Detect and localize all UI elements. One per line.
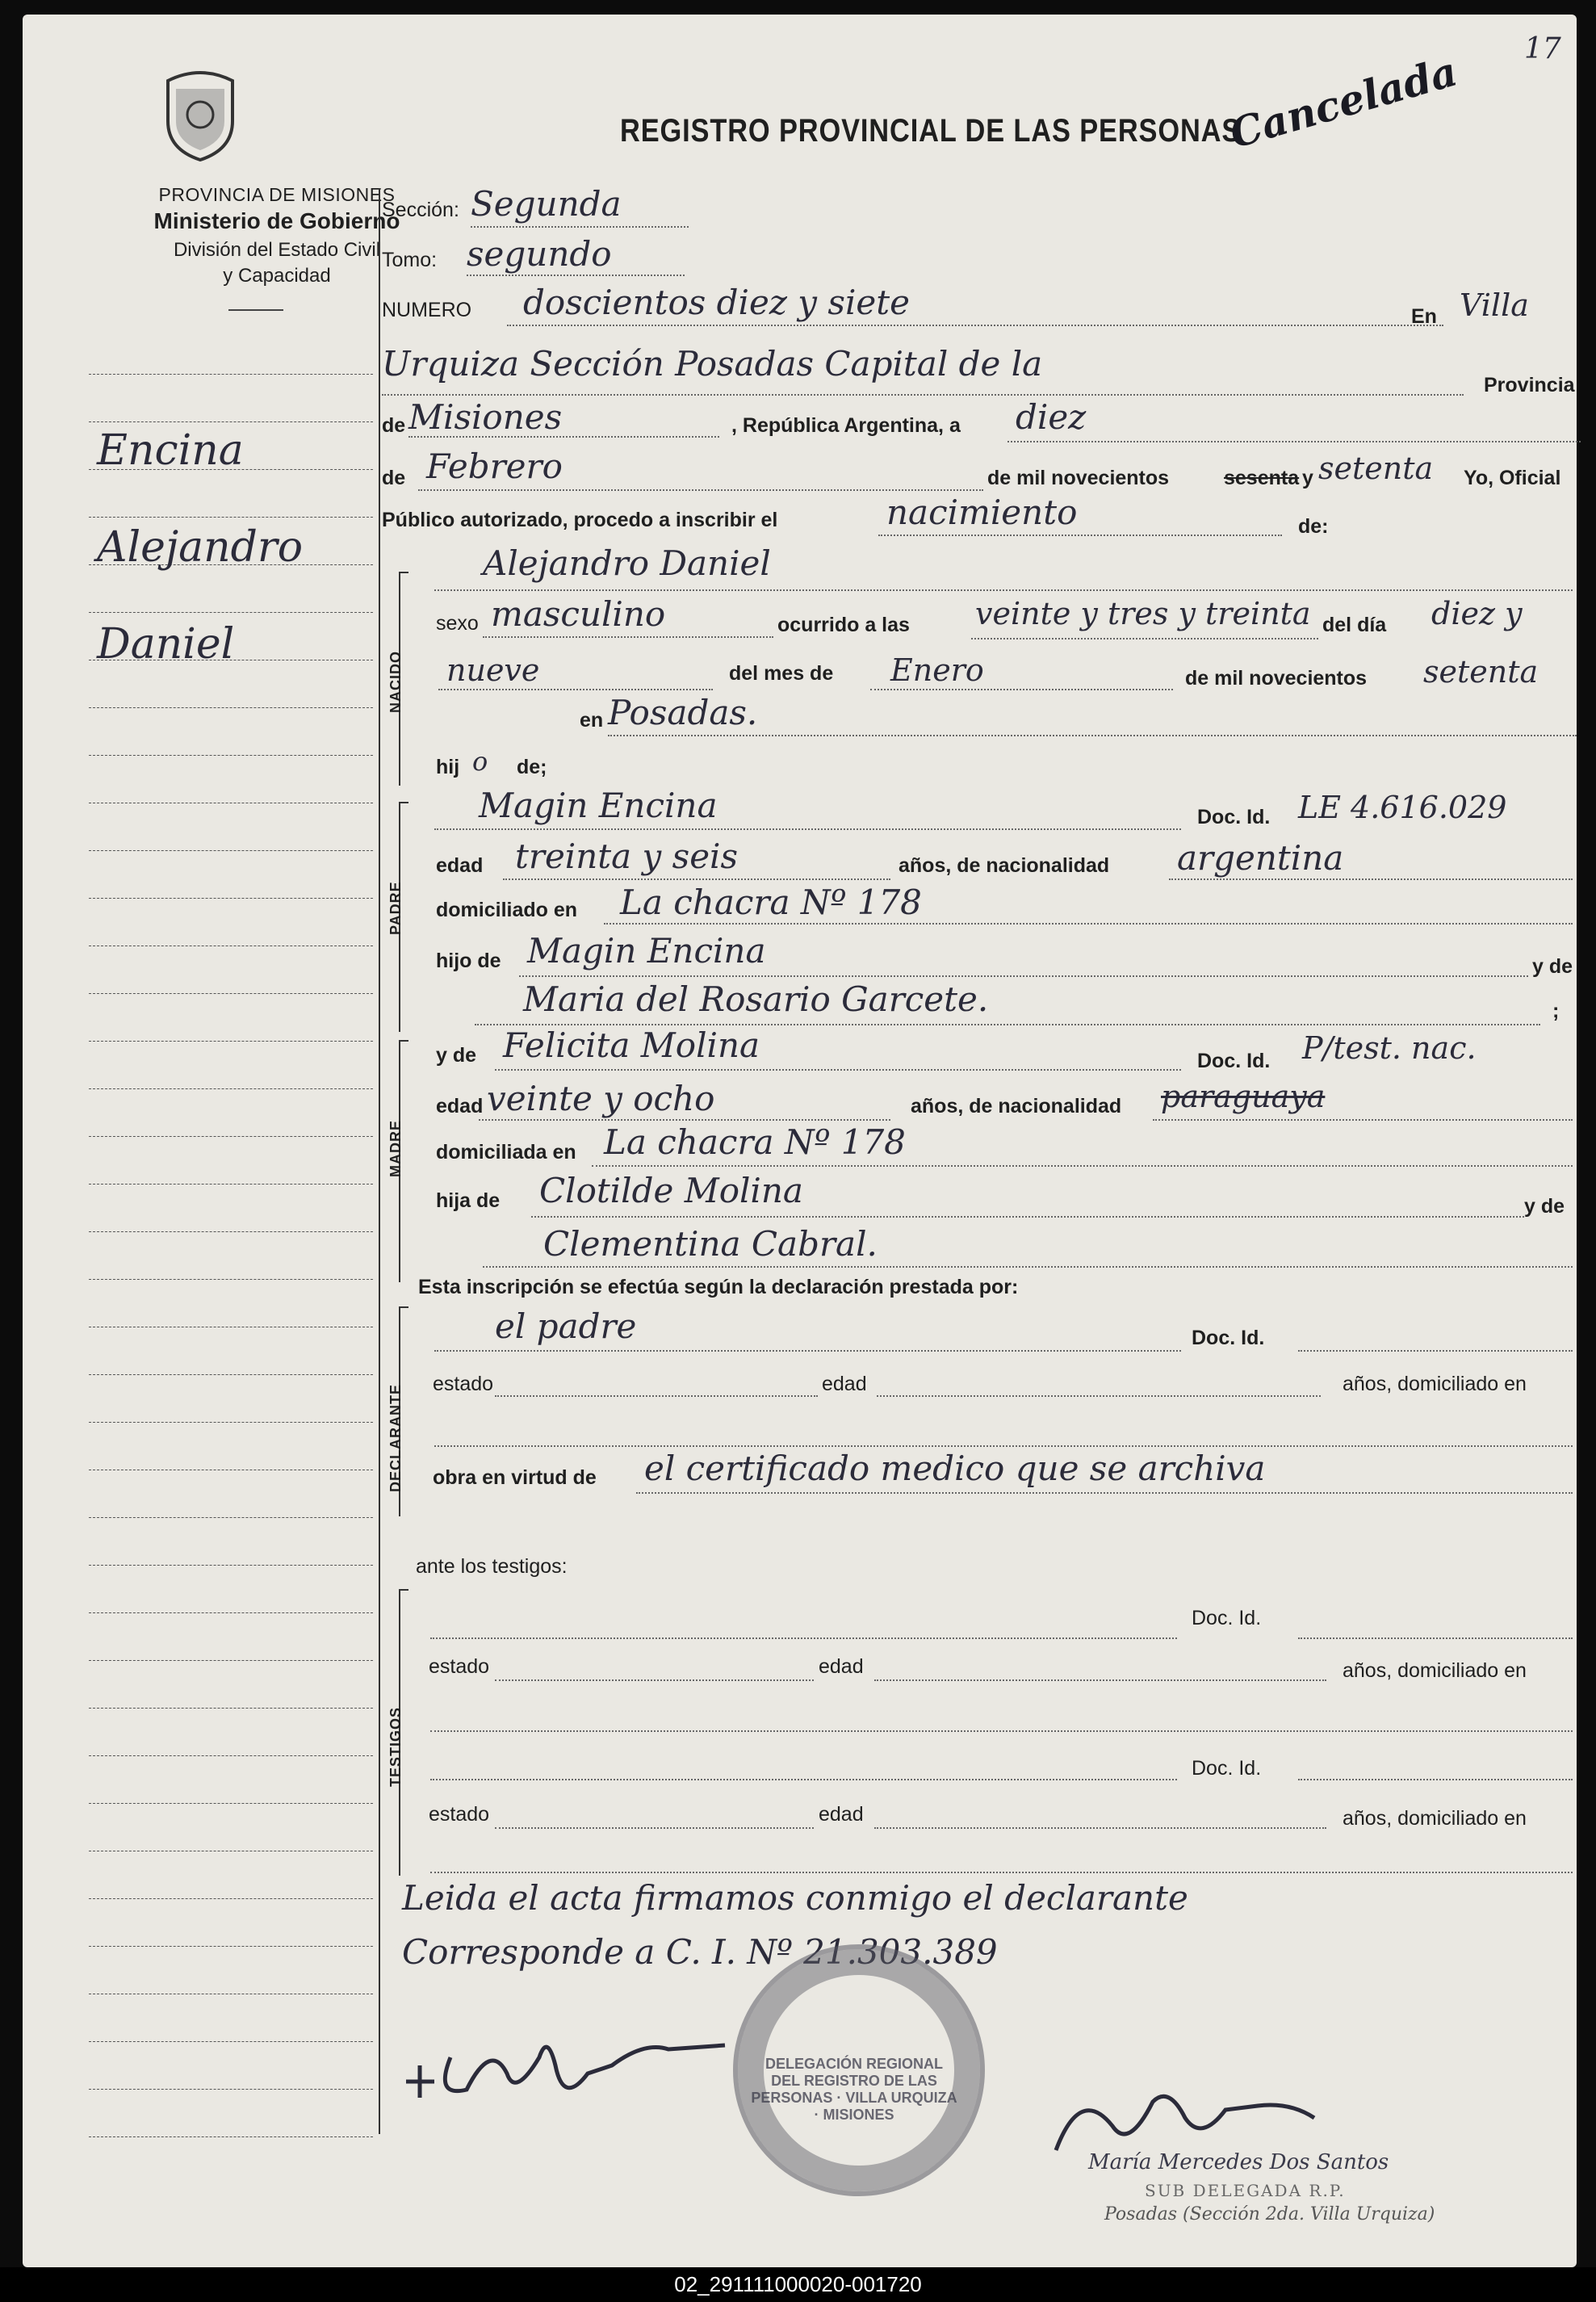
margin-rule	[89, 1898, 373, 1899]
dotted-line	[430, 1779, 1177, 1780]
dotted-line	[870, 689, 1173, 690]
dotted-line	[479, 1119, 890, 1121]
side-label-madre: MADRE	[387, 1120, 404, 1177]
value-lugar-nac: Posadas.	[608, 693, 758, 732]
margin-rule	[89, 1946, 373, 1947]
dotted-line	[608, 735, 1577, 736]
dotted-line	[483, 636, 773, 638]
value-madre-hija-de-2: Clementina Cabral.	[543, 1224, 878, 1264]
value-en: Villa	[1460, 287, 1529, 323]
margin-rule	[89, 850, 373, 851]
dotted-line	[408, 436, 719, 438]
note-line-1: Leida el acta firmamos conmigo el declarante	[402, 1878, 1188, 1918]
value-padre-doc: LE 4.616.029	[1298, 790, 1507, 825]
label-ante: ante los testigos:	[416, 1555, 568, 1578]
margin-rule	[89, 1565, 373, 1566]
label-hijo: hij	[436, 756, 460, 778]
dotted-line	[592, 1165, 1573, 1167]
margin-rule	[89, 1517, 373, 1518]
label-decl-estado: estado	[433, 1373, 494, 1395]
value-anio-nac: setenta	[1423, 654, 1539, 690]
dotted-line	[878, 535, 1282, 536]
declarant-signature-icon	[402, 2009, 773, 2122]
dotted-line	[418, 489, 983, 491]
label-del-mes: del mes de	[729, 662, 834, 685]
dotted-line	[495, 1069, 1181, 1071]
page-number: 17	[1524, 32, 1561, 65]
dotted-line	[874, 1679, 1326, 1681]
label-madre-edad: edad	[436, 1095, 484, 1117]
margin-rule	[89, 1231, 373, 1232]
label-sexo: sexo	[436, 612, 479, 635]
dotted-line	[1153, 1119, 1573, 1121]
label-test2-edad: edad	[819, 1803, 864, 1826]
section-tick	[399, 1040, 408, 1042]
value-anio: setenta	[1318, 451, 1434, 486]
margin-name-2: Daniel	[97, 620, 235, 669]
label-test2-anos: años, domiciliado en	[1343, 1807, 1527, 1830]
side-label-declarante: DECLARANTE	[387, 1384, 404, 1492]
label-milnov: de mil novecientos	[987, 467, 1170, 489]
margin-rule	[89, 2041, 373, 2042]
section-tick	[399, 572, 408, 573]
value-padre-edad: treinta y seis	[515, 837, 739, 876]
label-padre-dom: domiciliado en	[436, 899, 578, 921]
value-hora: veinte y tres y treinta	[975, 596, 1311, 631]
dotted-line	[1298, 1350, 1573, 1352]
ministry-name: Ministerio de Gobierno	[153, 208, 400, 233]
value-mes: Febrero	[426, 447, 563, 486]
value-acto: nacimiento	[886, 493, 1078, 532]
value-madre-nombre: Felicita Molina	[503, 1025, 760, 1065]
label-del-dia: del día	[1322, 614, 1387, 636]
stamp-text: DELEGACIÓN REGIONAL DEL REGISTRO DE LAS PERSONAS · VILLA URQUIZA · MISIONES	[751, 2056, 957, 2123]
dotted-line	[467, 275, 685, 276]
label-test1-doc: Doc. Id.	[1192, 1607, 1262, 1629]
margin-rule	[89, 1136, 373, 1137]
label-madre-doc: Doc. Id.	[1197, 1050, 1271, 1072]
label-obra: obra en virtud de	[433, 1466, 597, 1489]
dotted-line	[471, 226, 689, 228]
value-padre-hijo-de-1: Magin Encina	[527, 931, 766, 971]
value-mes-nac: Enero	[890, 652, 984, 688]
label-y: y	[1302, 467, 1313, 489]
dotted-line	[519, 975, 1528, 977]
margin-rule	[89, 374, 373, 375]
margin-rule	[89, 898, 373, 899]
label-de: de	[382, 414, 406, 437]
margin-rule	[89, 2089, 373, 2090]
dotted-line	[434, 1350, 1181, 1352]
margin-rule	[89, 1755, 373, 1756]
value-sexo: masculino	[491, 594, 666, 634]
dotted-line	[438, 689, 713, 690]
division-line-2: y Capacidad	[223, 265, 331, 287]
margin-rule	[89, 1041, 373, 1042]
value-madre-hija-de-1: Clotilde Molina	[539, 1171, 803, 1210]
margin-rule	[89, 707, 373, 708]
label-padre-nac: años, de nacionalidad	[899, 854, 1110, 877]
margin-rule	[89, 1422, 373, 1423]
dotted-line	[1298, 1637, 1573, 1639]
registry-page	[23, 15, 1577, 2267]
label-madre-nac: años, de nacionalidad	[911, 1095, 1122, 1117]
value-madre-dom: La chacra Nº 178	[604, 1122, 906, 1162]
label-padre-doc: Doc. Id.	[1197, 806, 1271, 828]
dotted-line	[1169, 878, 1573, 880]
section-tick	[399, 1589, 408, 1591]
value-dia-nac-1: diez y	[1431, 596, 1523, 631]
value-madre-edad: veinte y ocho	[487, 1079, 715, 1118]
dotted-line	[434, 828, 1181, 830]
divider	[228, 309, 283, 311]
value-seccion: Segunda	[471, 184, 622, 224]
margin-rule	[89, 993, 373, 994]
margin-rule	[89, 612, 373, 613]
cancel-annotation: Cancelada	[1224, 47, 1463, 158]
dotted-line	[483, 1266, 1573, 1268]
label-sesenta-struck: sesenta	[1224, 467, 1300, 489]
dotted-line	[507, 325, 1443, 326]
signature-name: María Mercedes Dos Santos	[1088, 2150, 1389, 2174]
value-dia: diez	[1016, 397, 1087, 437]
value-hijo-o: o	[472, 746, 488, 777]
label-esta-insc: Esta inscripción se efectúa según la declaración prestada por:	[418, 1276, 1019, 1298]
dotted-line	[495, 1827, 814, 1829]
side-label-testigos: TESTIGOS	[387, 1706, 404, 1787]
label-test1-anos: años, domiciliado en	[1343, 1659, 1527, 1682]
division-line-1: División del Estado Civil	[173, 239, 381, 261]
file-id-bar	[0, 2267, 1596, 2302]
dotted-line	[604, 923, 1573, 925]
dotted-line	[1298, 1779, 1573, 1780]
side-label-padre: PADRE	[387, 881, 404, 935]
value-madre-doc: P/test. nac.	[1302, 1030, 1477, 1066]
label-de2: de	[382, 467, 406, 489]
value-numero: doscientos diez y siete	[523, 283, 910, 322]
label-test2-doc: Doc. Id.	[1192, 1757, 1262, 1780]
dotted-line	[636, 1492, 1573, 1494]
margin-rule	[89, 517, 373, 518]
dotted-line	[382, 394, 1464, 396]
margin-rule	[89, 1660, 373, 1661]
label-publico: Público autorizado, procedo a inscribir el	[382, 509, 778, 531]
label-madre-hija-de: hija de	[436, 1189, 501, 1212]
label-padre-y-de: y de	[1532, 955, 1573, 978]
dotted-line	[877, 1395, 1321, 1397]
label-padre-edad: edad	[436, 854, 484, 877]
margin-rule	[89, 2136, 373, 2137]
label-de-mil-nov: de mil novecientos	[1185, 667, 1368, 690]
label-yo-oficial: Yo, Oficial	[1464, 467, 1561, 489]
value-nombre: Alejandro Daniel	[483, 543, 771, 583]
label-provincia: Provincia	[1484, 374, 1575, 396]
label-republica: , República Argentina, a	[731, 414, 961, 437]
label-en-lugar: en	[580, 709, 604, 732]
dotted-line	[430, 1730, 1573, 1732]
margin-rule	[89, 1803, 373, 1804]
label-padre-semicolon: ;	[1552, 1000, 1560, 1022]
margin-rule	[89, 1184, 373, 1185]
label-madre-dom: domiciliada en	[436, 1141, 576, 1164]
value-padre-dom: La chacra Nº 178	[620, 883, 922, 922]
signature-role: SUB DELEGADA R.P.	[1145, 2181, 1346, 2200]
label-test2-estado: estado	[429, 1803, 490, 1826]
margin-rule	[89, 1279, 373, 1280]
note-line-2: Corresponde a C. I. Nº 21.303.389	[402, 1932, 998, 1972]
margin-name-1: Alejandro	[97, 523, 304, 572]
value-lugar: Urquiza Sección Posadas Capital de la	[382, 344, 1043, 384]
label-de-semicolon: de;	[517, 756, 547, 778]
label-test1-estado: estado	[429, 1655, 490, 1678]
value-padre-nac: argentina	[1177, 838, 1344, 878]
value-obra: el certificado medico que se archiva	[644, 1449, 1266, 1488]
label-de-colon: de:	[1298, 515, 1329, 538]
dotted-line	[430, 1637, 1177, 1639]
label-padre-hijo-de: hijo de	[436, 950, 501, 972]
label-en: En	[1411, 305, 1437, 328]
dotted-line	[874, 1827, 1326, 1829]
province-name: PROVINCIA DE MISIONES	[158, 184, 396, 205]
label-decl-anos: años, domiciliado en	[1343, 1373, 1527, 1395]
section-tick	[399, 802, 408, 803]
value-tomo: segundo	[467, 234, 612, 274]
margin-rule	[89, 1374, 373, 1375]
side-label-nacido: NACIDO	[387, 651, 404, 713]
margin-rule	[89, 755, 373, 756]
signature-place: Posadas (Sección 2da. Villa Urquiza)	[1104, 2204, 1435, 2224]
label-madre-y-de: y de	[436, 1044, 477, 1067]
margin-divider	[379, 188, 380, 2134]
dotted-line	[503, 878, 890, 880]
margin-rule	[89, 1612, 373, 1613]
value-dia-nac-2: nueve	[446, 652, 540, 688]
value-padre-hijo-de-2: Maria del Rosario Garcete.	[523, 979, 989, 1019]
margin-surname: Encina	[97, 426, 244, 475]
margin-rule	[89, 1088, 373, 1089]
dotted-line	[495, 1395, 818, 1397]
dotted-line	[1007, 441, 1581, 442]
file-id: 02_291111000020-001720	[674, 2272, 922, 2296]
label-decl-edad: edad	[822, 1373, 867, 1395]
label-ocurrido: ocurrido a las	[777, 614, 910, 636]
margin-rule	[89, 1708, 373, 1709]
margin-rule	[89, 421, 373, 422]
province-emblem-icon	[160, 65, 241, 161]
dotted-line	[495, 1679, 814, 1681]
dotted-line	[434, 589, 1573, 591]
section-tick	[399, 1306, 408, 1308]
dotted-line	[434, 1445, 1573, 1447]
label-madre-y-de-2: y de	[1524, 1195, 1565, 1218]
dotted-line	[531, 1216, 1524, 1218]
value-madre-nac: paraguaya	[1161, 1079, 1326, 1114]
dotted-line	[430, 1872, 1573, 1873]
value-padre-nombre: Magin Encina	[479, 786, 718, 825]
value-declarante: el padre	[495, 1306, 637, 1346]
page-title: REGISTRO PROVINCIAL DE LAS PERSONAS	[620, 113, 1242, 149]
value-provincia: Misiones	[408, 397, 563, 437]
label-test1-edad: edad	[819, 1655, 864, 1678]
label-tomo: Tomo:	[382, 249, 438, 271]
label-decl-doc: Doc. Id.	[1192, 1327, 1265, 1349]
label-seccion: Sección:	[382, 199, 459, 221]
dotted-line	[971, 638, 1318, 639]
label-numero: NUMERO	[382, 299, 472, 321]
